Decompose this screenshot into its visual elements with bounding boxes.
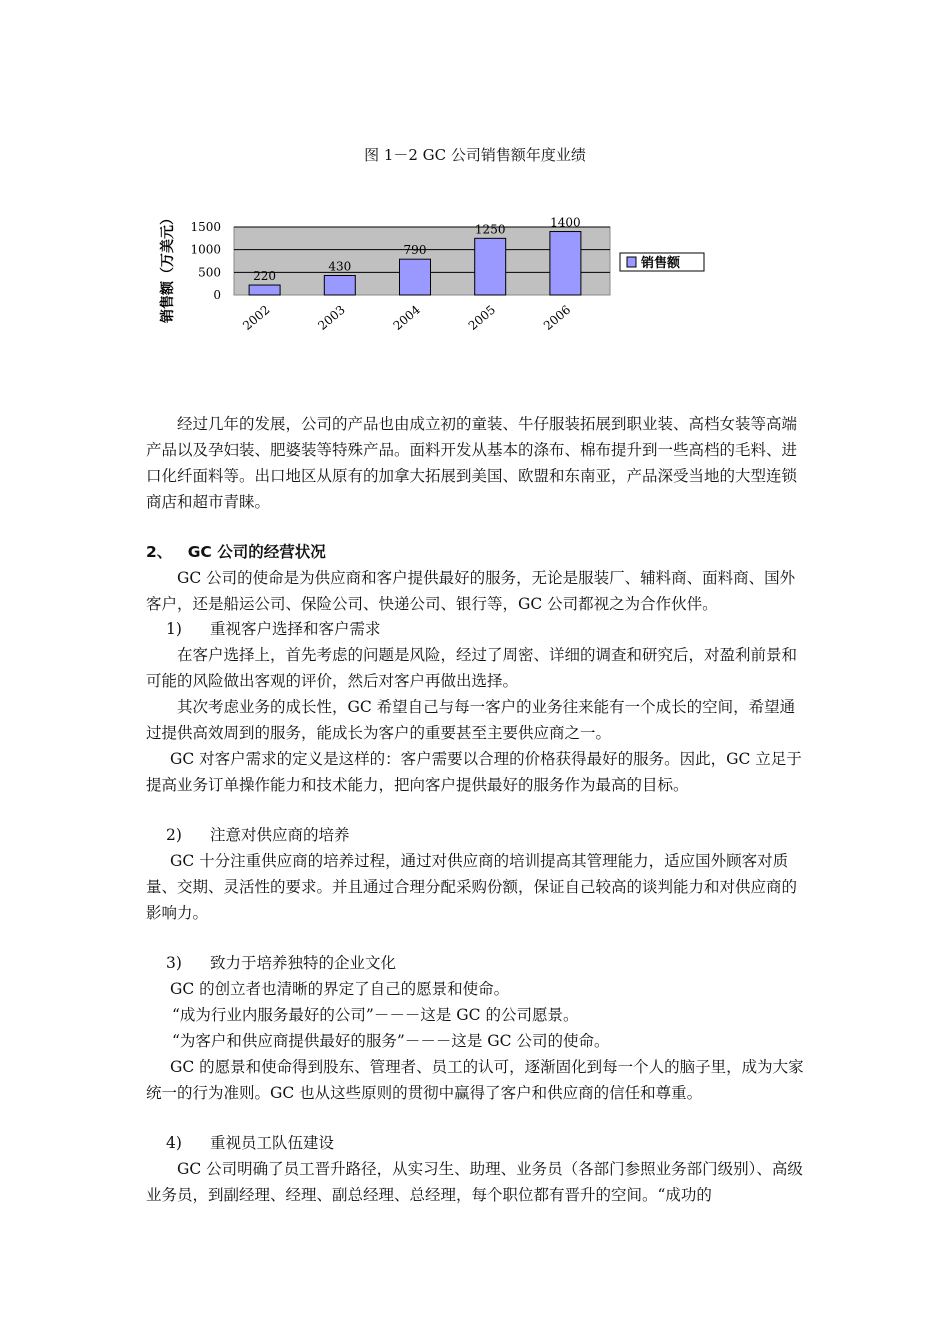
list-item-1 xyxy=(166,616,381,642)
paragraph-founder-vision: GC 的创立者也清晰的界定了自己的愿景和使命。 xyxy=(170,980,510,998)
y-tick-label: 1500 xyxy=(190,220,221,234)
bar-2003 xyxy=(324,276,355,295)
paragraph-vision-quote: “成为行业内服务最好的公司”－－－这是 GC 的公司愿景。 xyxy=(172,1006,579,1024)
y-tick-label: 500 xyxy=(198,265,221,280)
section-heading xyxy=(146,539,326,565)
x-tick-label: 2006 xyxy=(540,302,574,333)
data-label: 430 xyxy=(328,259,352,274)
x-tick-label: 2004 xyxy=(390,302,423,333)
paragraph-staff-promotion: GC 公司明确了员工晋升路径，从实习生、助理、业务员（各部门参照业务部门级别）、高级业务员，到副经理、经理、副总经理、总经理，每个职位都有晋升的空间。“成功的 xyxy=(146,1160,803,1204)
x-tick-label: 2005 xyxy=(465,302,499,333)
x-tick-label: 2003 xyxy=(315,302,348,333)
paragraph-customer-selection: 在客户选择上，首先考虑的问题是风险，经过了周密、详细的调查和研究后，对盈利前景和可能的风险做出客观的评价，然后对客户再做出选择。 xyxy=(146,646,798,690)
paragraph-supplier-training: GC 十分注重供应商的培养过程，通过对供应商的培训提高其管理能力，适应国外顾客对质量、交期、灵活性的要求。并且通过合理分配采购份额，保证自己较高的谈判能力和对供应商的影响力。 xyxy=(146,852,798,922)
list-item-3 xyxy=(166,950,396,976)
bar-2004 xyxy=(400,259,431,295)
y-axis-label: 销售额（万美元） xyxy=(160,211,176,323)
paragraph-customer-needs: GC 对客户需求的定义是这样的：客户需要以合理的价格获得最好的服务。因此，GC 立足于提高业务订单操作能力和技术能力，把向客户提供最好的服务作为最高的目标。 xyxy=(146,750,802,794)
y-axis-label-group xyxy=(159,211,176,323)
plot-area xyxy=(190,216,610,333)
paragraph-mission: GC 公司的使命是为供应商和客户提供最好的服务，无论是服装厂、辅料商、面料商、国外客户，还是船运公司、保险公司、快递公司、银行等，GC 公司都视之为合作伙伴。 xyxy=(146,569,796,613)
list-item-title: 重视客户选择和客户需求 xyxy=(210,620,381,638)
list-item-title: 致力于培养独特的企业文化 xyxy=(210,954,397,972)
bar-2005 xyxy=(475,238,506,295)
legend-label: 销售额 xyxy=(641,256,681,271)
list-item-2 xyxy=(166,822,350,848)
list-item-number: 1) xyxy=(166,620,182,638)
bar-2002 xyxy=(249,285,280,295)
figure-caption: 图 1－2 GC 公司销售额年度业绩 xyxy=(364,146,586,164)
data-label: 1250 xyxy=(474,222,506,237)
data-label: 1400 xyxy=(550,215,581,230)
section-title: GC 公司的经营状况 xyxy=(187,543,326,561)
y-tick-label: 1000 xyxy=(190,242,221,257)
data-label: 790 xyxy=(403,243,427,258)
sales-bar-chart xyxy=(150,205,681,350)
legend-swatch xyxy=(627,257,636,267)
bar-2006 xyxy=(550,232,581,295)
section-number: 2、 xyxy=(146,543,173,561)
legend xyxy=(620,253,704,271)
x-tick-label: 2002 xyxy=(240,302,273,333)
list-item-number: 2) xyxy=(166,826,182,844)
paragraph-values: GC 的愿景和使命得到股东、管理者、员工的认可，逐渐固化到每一个人的脑子里，成为大家统一的行为准则。GC 也从这些原则的贯彻中赢得了客户和供应商的信任和尊重。 xyxy=(146,1058,804,1102)
y-tick-label: 0 xyxy=(213,288,221,302)
list-item-title: 注意对供应商的培养 xyxy=(210,826,350,844)
paragraph-growth: 其次考虑业务的成长性，GC 希望自己与每一客户的业务往来能有一个成长的空间，希望通过提供高效周到的服务，能成长为客户的重要甚至主要供应商之一。 xyxy=(146,698,796,742)
list-item-number: 3) xyxy=(166,954,182,972)
paragraph-intro: 经过几年的发展，公司的产品也由成立初的童装、牛仔服装拓展到职业装、高档女装等高端产品以及孕妇装、肥婆装等特殊产品。面料开发从基本的涤布、棉布提升到一些高档的毛料、进口化纤面料等。出口地区从原有的加拿大拓展到美国、欧盟和东南亚，产品深受当地的大型连锁商店和超市青睐。 xyxy=(146,415,798,511)
list-item-4 xyxy=(166,1130,334,1156)
list-item-title: 重视员工队伍建设 xyxy=(210,1134,335,1152)
data-label: 220 xyxy=(253,269,277,284)
paragraph-mission-quote: “为客户和供应商提供最好的服务”－－－这是 GC 公司的使命。 xyxy=(172,1032,610,1050)
list-item-number: 4) xyxy=(166,1134,182,1152)
